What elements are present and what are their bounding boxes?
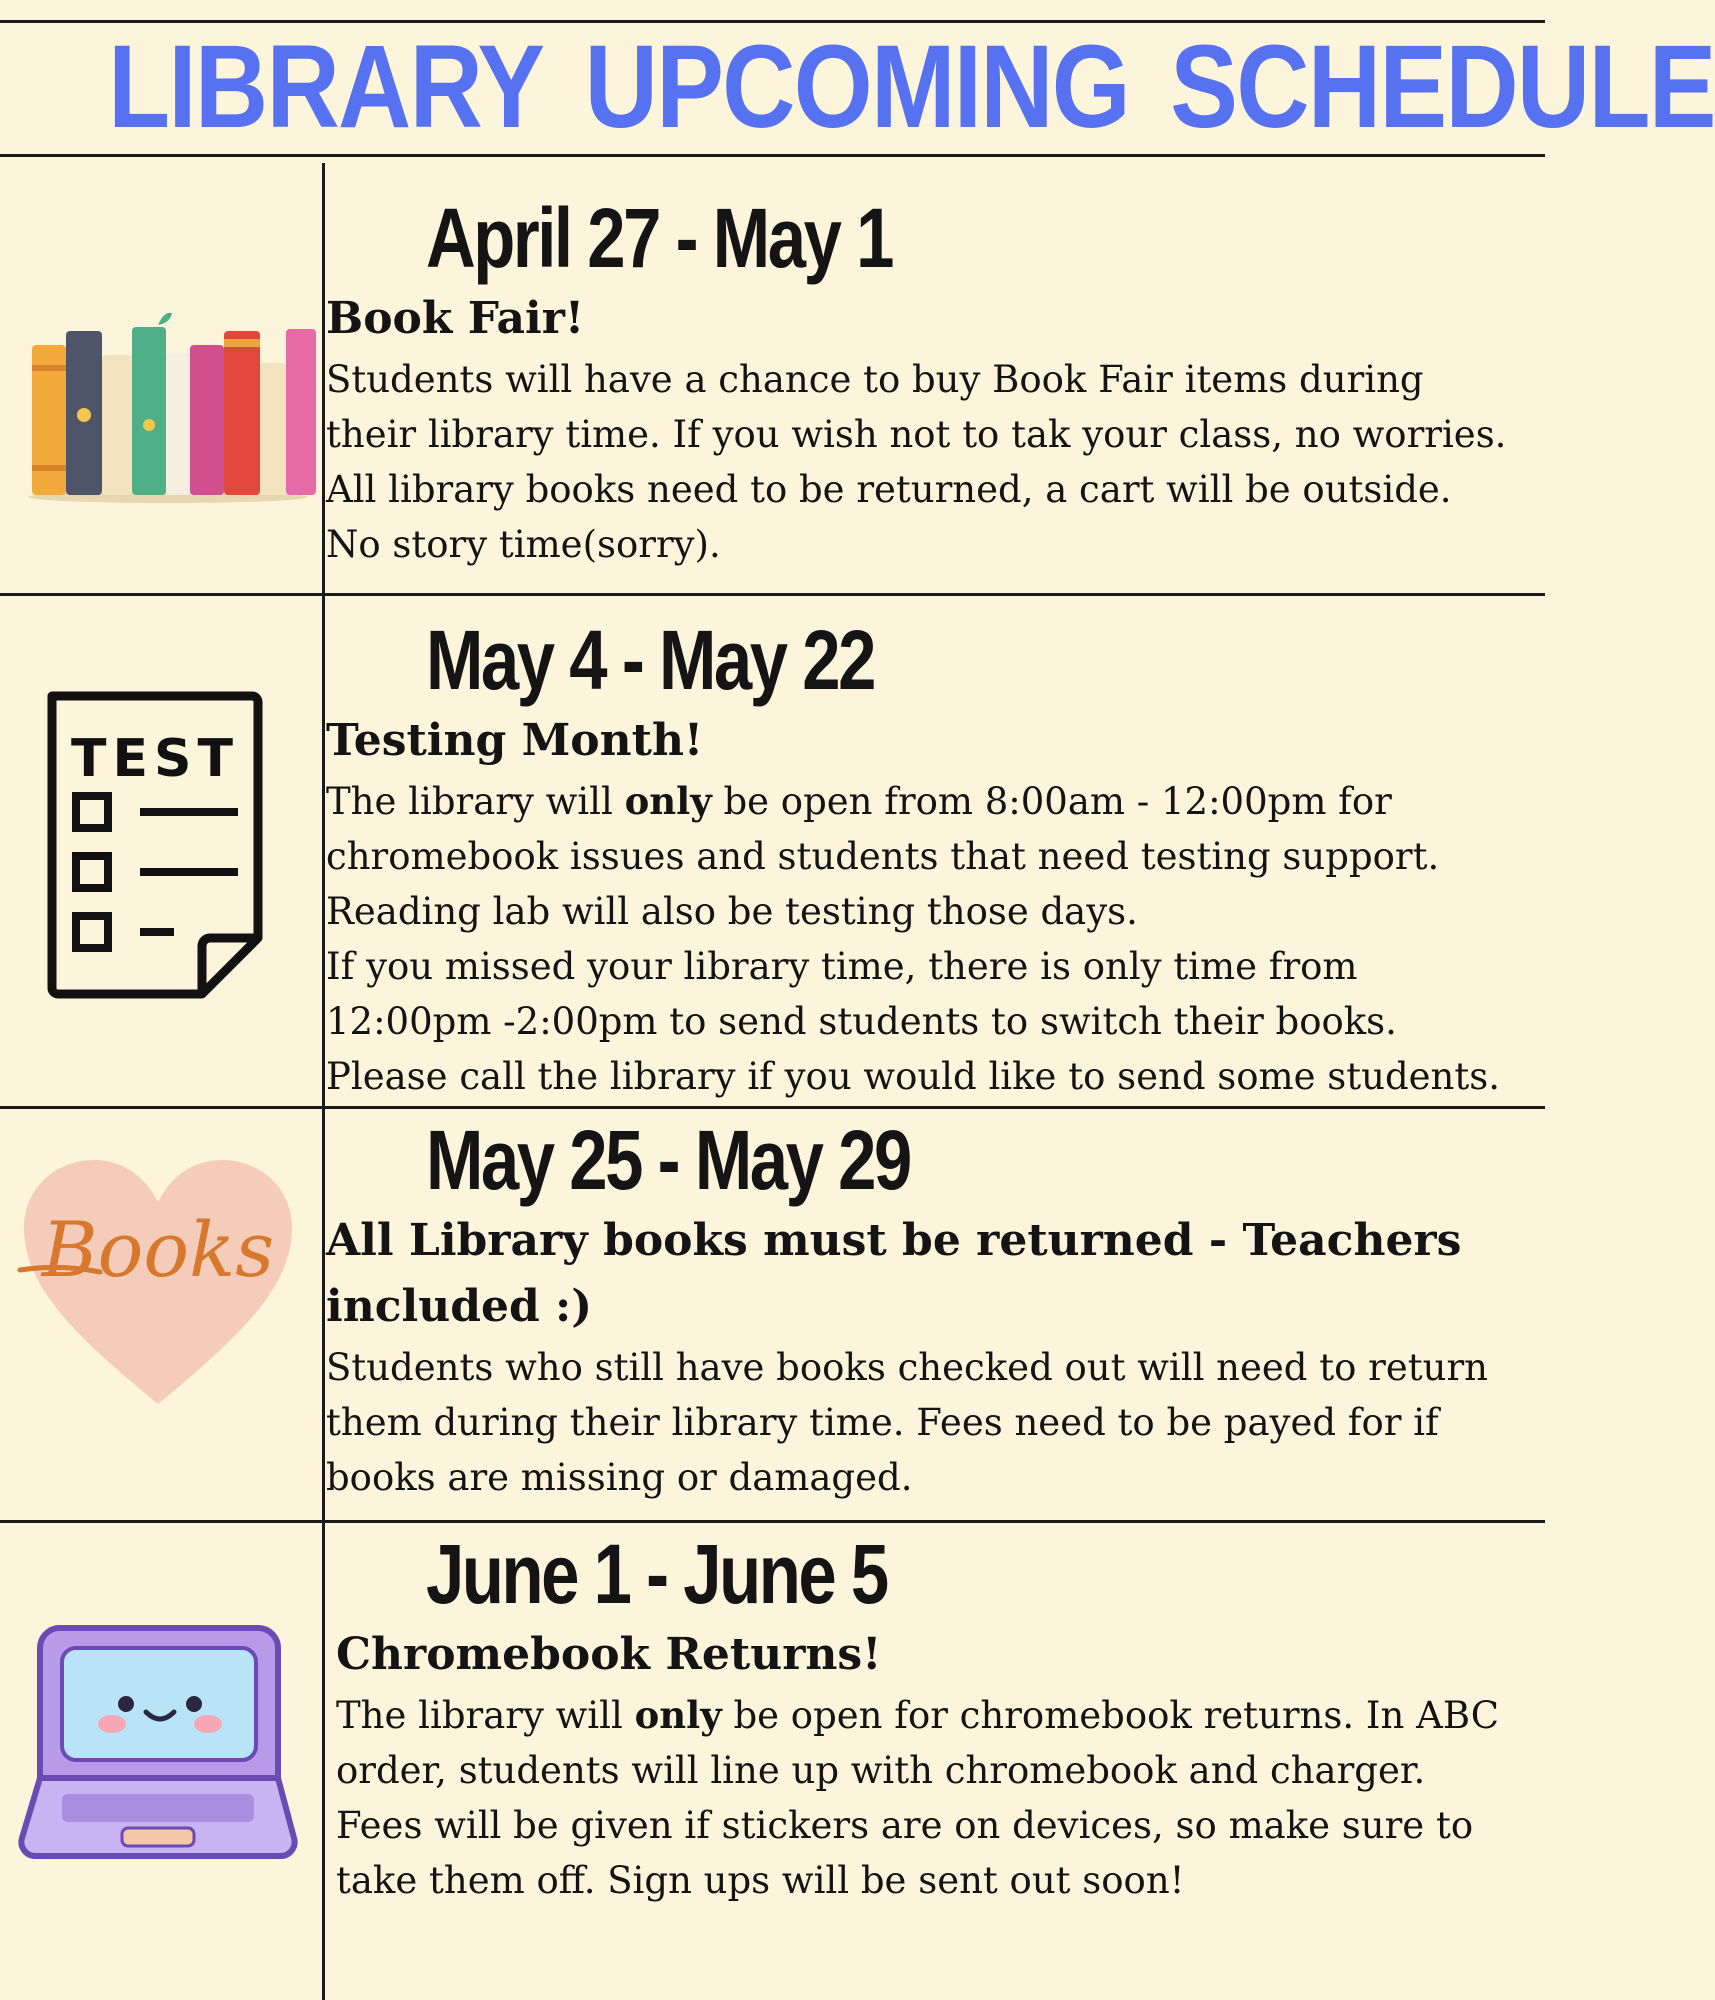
- body-line: Students who still have books checked out will need to return: [326, 1346, 1488, 1389]
- title-word: LIBRARY: [108, 21, 544, 153]
- title-word: UPCOMING: [584, 21, 1130, 153]
- section-body: [326, 774, 1536, 1104]
- body-line: Fees will be given if stickers are on devices, so make sure to: [336, 1804, 1474, 1847]
- body-line: Please call the library if you would like to send some students.: [326, 1055, 1500, 1098]
- body-line: Students will have a chance to buy Book Fair items during: [326, 358, 1424, 401]
- section-rule: [0, 1520, 1545, 1523]
- body-line: The library will only be open for chromebook returns. In ABC: [336, 1693, 1500, 1737]
- heading-line: included :): [326, 1281, 593, 1332]
- heading-line: All Library books must be returned - Teachers: [326, 1215, 1462, 1266]
- section-heading: Chromebook Returns!: [336, 1629, 882, 1680]
- section-body: [336, 1688, 1546, 1908]
- body-line: No story time(sorry).: [326, 523, 721, 566]
- heart-books-icon: [18, 1158, 298, 1412]
- title-word: SCHEDULE: [1170, 21, 1715, 153]
- body-line: If you missed your library time, there is only time from: [326, 945, 1358, 988]
- section-rule: [0, 593, 1545, 596]
- section-date: April 27 - May 1: [426, 191, 892, 285]
- schedule-section: [326, 612, 1536, 1104]
- body-line: 12:00pm -2:00pm to send students to switch their books.: [326, 1000, 1397, 1043]
- section-body: [326, 1340, 1536, 1505]
- section-heading: Book Fair!: [326, 293, 585, 344]
- section-heading: [326, 1208, 1536, 1340]
- body-line: chromebook issues and students that need testing support.: [326, 835, 1440, 878]
- body-line: them during their library time. Fees need to be payed for if: [326, 1401, 1439, 1444]
- body-line: books are missing or damaged.: [326, 1456, 913, 1499]
- test-label: TEST: [71, 729, 239, 789]
- test-document-icon: [42, 688, 268, 1006]
- section-date: May 4 - May 22: [426, 613, 874, 707]
- schedule-section: [326, 190, 1536, 572]
- section-rule: [0, 1106, 1545, 1109]
- section-body: [326, 352, 1536, 572]
- column-divider: [322, 163, 325, 2000]
- page-title: [108, 21, 1715, 153]
- section-date: June 1 - June 5: [426, 1527, 887, 1621]
- body-line: The library will only be open from 8:00am - 12:00pm for: [326, 779, 1392, 823]
- title-rule: [0, 154, 1545, 157]
- body-line: their library time. If you wish not to tak your class, no worries.: [326, 413, 1507, 456]
- schedule-section: [336, 1526, 1546, 1908]
- schedule-section: [326, 1112, 1536, 1505]
- books-icon: [18, 305, 318, 509]
- laptop-icon: [18, 1618, 298, 1872]
- books-script-label: Books: [41, 1205, 275, 1294]
- body-line: take them off. Sign ups will be sent out soon!: [336, 1859, 1185, 1902]
- body-line: Reading lab will also be testing those days.: [326, 890, 1138, 933]
- body-line: order, students will line up with chromebook and charger.: [336, 1749, 1426, 1792]
- section-heading: Testing Month!: [326, 715, 704, 766]
- section-date: May 25 - May 29: [426, 1113, 910, 1207]
- body-line: All library books need to be returned, a cart will be outside.: [326, 468, 1452, 511]
